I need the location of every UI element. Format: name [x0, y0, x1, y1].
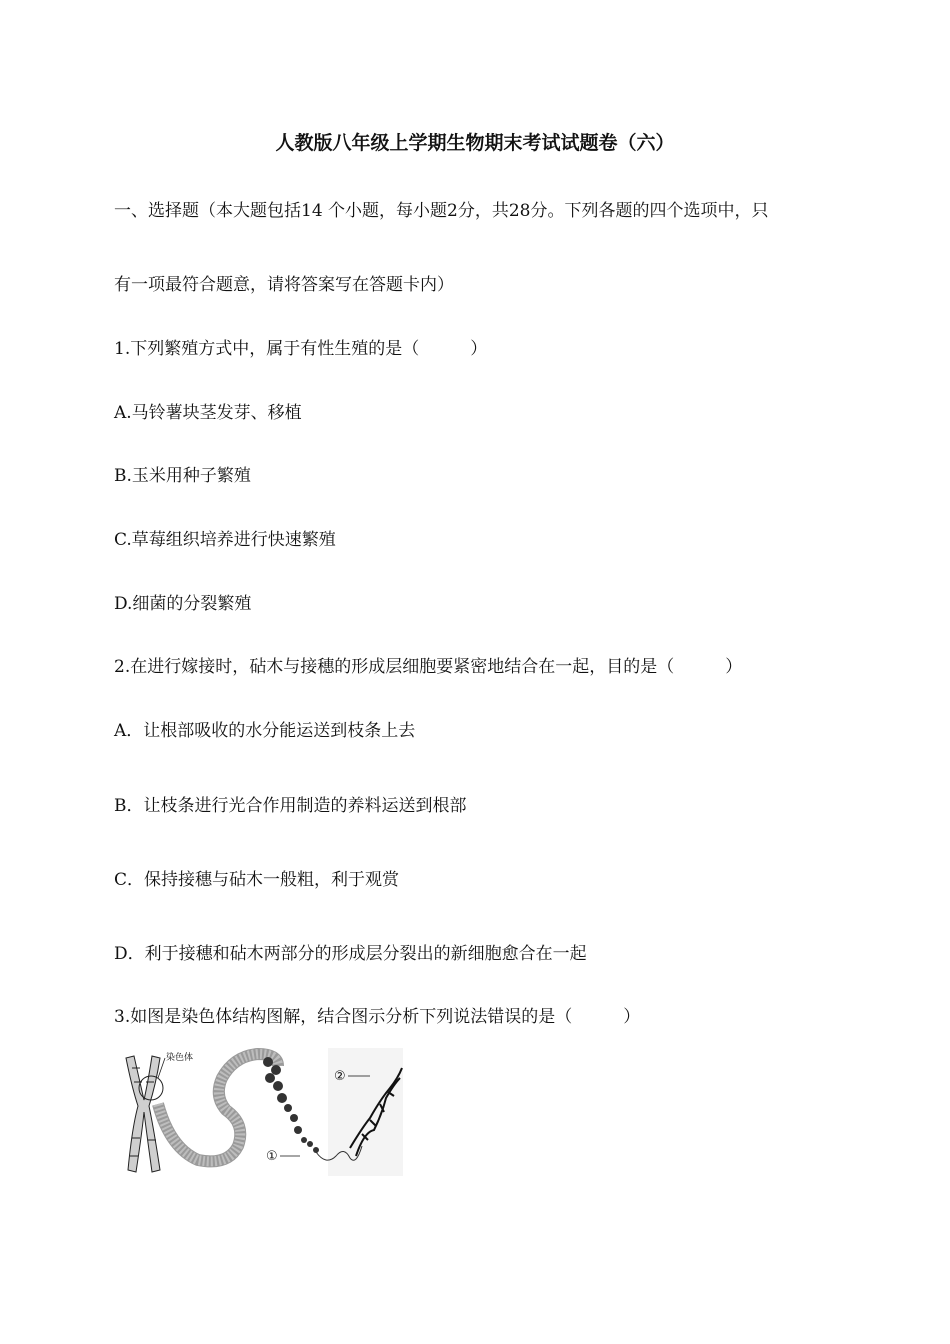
question-1-stem: 1.下列繁殖方式中，属于有性生殖的是（ ） — [114, 339, 488, 359]
question-3-stem: 3.如图是染色体结构图解，结合图示分析下列说法错误的是（ ） — [114, 1007, 641, 1027]
question-1-option-c: C.草莓组织培养进行快速繁殖 — [114, 530, 336, 550]
nucleosome-beads — [263, 1057, 319, 1153]
coiled-fiber — [158, 1054, 278, 1161]
label-2: ② — [334, 1069, 346, 1084]
question-1-option-b: B.玉米用种子繁殖 — [114, 466, 251, 486]
question-2-option-d: D．利于接穗和砧木两部分的形成层分裂出的新细胞愈合在一起 — [114, 944, 587, 964]
chromosome-structure-illustration — [118, 1048, 403, 1176]
chromosome-structure-figure — [118, 1048, 403, 1176]
section-heading-line-2: 有一项最符合题意，请将答案写在答题卡内） — [114, 275, 454, 295]
question-2-option-c: C．保持接穗与砧木一般粗，利于观赏 — [114, 870, 400, 890]
figure-background — [328, 1048, 403, 1176]
question-1-option-a: A.马铃薯块茎发芽、移植 — [114, 403, 302, 423]
page-title: 人教版八年级上学期生物期末考试试题卷（六） — [275, 132, 675, 154]
question-2-option-b: B．让枝条进行光合作用制造的养料运送到根部 — [114, 796, 467, 816]
label-chromosome: 染色体 — [166, 1053, 194, 1063]
label-1: ① — [266, 1149, 278, 1164]
section-heading-line-1: 一、选择题（本大题包括14 个小题，每小题2分，共28分。下列各题的四个选项中，只 — [114, 201, 769, 221]
question-1-option-d: D.细菌的分裂繁殖 — [114, 594, 252, 614]
question-2-stem: 2.在进行嫁接时，砧木与接穗的形成层细胞要紧密地结合在一起，目的是（ ） — [114, 657, 743, 677]
question-2-option-a: A．让根部吸收的水分能运送到枝条上去 — [114, 721, 416, 741]
